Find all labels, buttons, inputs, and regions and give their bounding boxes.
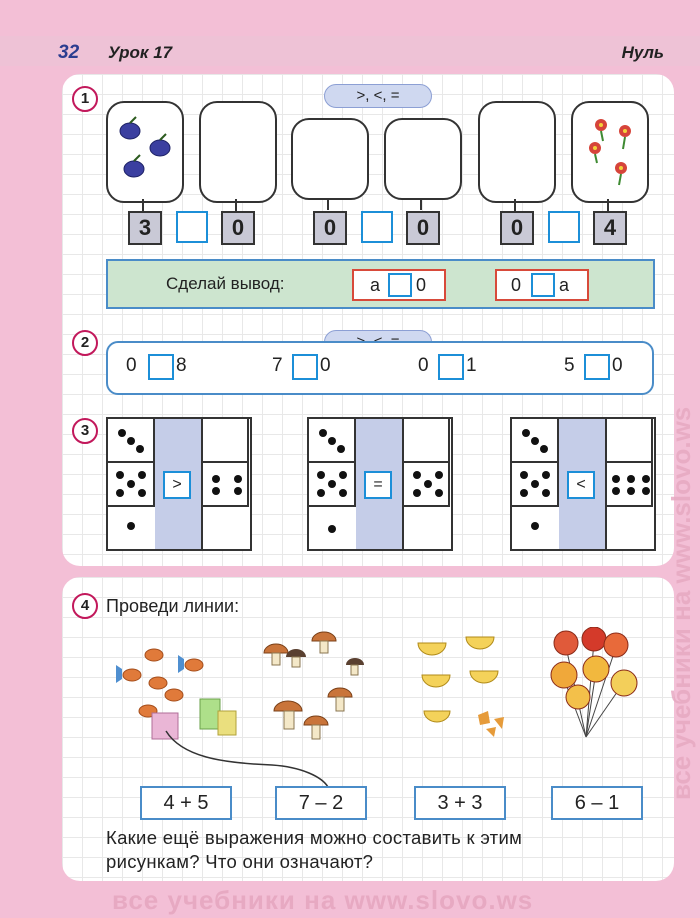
stem [420, 198, 422, 210]
compare-box[interactable] [438, 354, 464, 380]
count-digit: 0 [313, 211, 347, 245]
card-empty-1 [199, 101, 277, 203]
domino-pip [317, 471, 325, 479]
compare-box[interactable] [584, 354, 610, 380]
domino-pip [540, 445, 548, 453]
drawn-connecting-line [162, 727, 332, 789]
domino-cell [202, 463, 249, 507]
pair-left: 5 [564, 355, 575, 376]
domino-pip [118, 429, 126, 437]
domino-pip [339, 489, 347, 497]
domino-pip [317, 489, 325, 497]
domino-pip [531, 437, 539, 445]
domino-pip [612, 475, 620, 483]
exercise-2-box [106, 341, 654, 395]
pair-left: 0 [126, 355, 137, 376]
domino-pip [234, 475, 242, 483]
domino-pip [520, 489, 528, 497]
exercise-2-badge: 2 [72, 330, 98, 356]
card-empty-4 [478, 101, 556, 203]
stem [327, 198, 329, 210]
exercise-4-title: Проведи линии: [106, 596, 240, 616]
domino-pip [413, 489, 421, 497]
domino-pip [138, 471, 146, 479]
card-flowers [571, 101, 649, 203]
lesson-title: Урок 17 [108, 43, 173, 62]
compare-sign[interactable]: < [567, 471, 595, 499]
domino-pip [435, 471, 443, 479]
stem [514, 199, 516, 211]
pair-right: 1 [466, 355, 477, 376]
expression-box[interactable]: 4 + 5 [140, 786, 232, 820]
balloons-icon [546, 627, 646, 753]
zero: 0 [511, 275, 522, 295]
domino-cell [202, 419, 249, 463]
count-digit: 0 [500, 211, 534, 245]
domino-pip [612, 487, 620, 495]
domino-cell [403, 419, 450, 463]
question-line-2: рисункам? Что они означают? [106, 851, 374, 872]
domino-pip [531, 480, 539, 488]
pair-right: 0 [320, 355, 331, 376]
compare-box[interactable] [361, 211, 393, 243]
domino-pip [531, 522, 539, 530]
watermark-side: все учебники на www.slovo.ws [666, 406, 696, 800]
stem [142, 199, 144, 211]
domino-pip [127, 480, 135, 488]
compare-sign[interactable]: = [364, 471, 392, 499]
compare-box[interactable] [388, 273, 412, 297]
domino-pip [212, 475, 220, 483]
domino-pip [413, 471, 421, 479]
domino-cell [606, 463, 653, 507]
exercise-4-panel [62, 577, 674, 881]
domino-pip [520, 471, 528, 479]
domino-pip [328, 437, 336, 445]
domino-pip [116, 471, 124, 479]
domino-pip [627, 475, 635, 483]
domino-set-2 [307, 417, 453, 551]
domino-pip [542, 471, 550, 479]
domino-pip [435, 489, 443, 497]
pair-left: 7 [272, 355, 283, 376]
card-plums [106, 101, 184, 203]
compare-box[interactable] [176, 211, 208, 243]
var-a: a [559, 275, 570, 295]
count-digit: 0 [406, 211, 440, 245]
domino-pip [642, 475, 650, 483]
domino-pip [319, 429, 327, 437]
domino-set-3 [510, 417, 656, 551]
expression-box[interactable]: 7 – 2 [275, 786, 367, 820]
domino-pip [136, 445, 144, 453]
page-number: 32 [58, 42, 80, 63]
zero: 0 [416, 275, 427, 295]
topic-title: Нуль [621, 43, 664, 62]
plums-icon [108, 103, 182, 201]
domino-pip [642, 487, 650, 495]
expression-box[interactable]: 6 – 1 [551, 786, 643, 820]
domino-pip [234, 487, 242, 495]
domino-set-1 [106, 417, 252, 551]
exercise-4-badge: 4 [72, 593, 98, 619]
domino-pip [212, 487, 220, 495]
domino-pip [522, 429, 530, 437]
pair-right: 0 [612, 355, 623, 376]
question-line-1: Какие ещё выражения можно составить к этим [106, 827, 523, 848]
stem [235, 199, 237, 211]
domino-pip [542, 489, 550, 497]
domino-pip [127, 522, 135, 530]
compare-box[interactable] [292, 354, 318, 380]
domino-pip [627, 487, 635, 495]
pair-right: 8 [176, 355, 187, 376]
count-digit: 4 [593, 211, 627, 245]
domino-pip [138, 489, 146, 497]
domino-cell [606, 419, 653, 463]
exercise-1-signs-hint: >, <, = [324, 84, 432, 108]
domino-pip [424, 480, 432, 488]
exercise-3-badge: 3 [72, 418, 98, 444]
inequality-zero-a [495, 269, 589, 301]
domino-pip [337, 445, 345, 453]
compare-sign[interactable]: > [163, 471, 191, 499]
domino-pip [339, 471, 347, 479]
domino-pip [116, 489, 124, 497]
conclusion-bar [106, 259, 655, 309]
flowers-icon [573, 103, 647, 201]
cups-icon [412, 631, 522, 747]
count-digit: 3 [128, 211, 162, 245]
card-empty-2 [291, 118, 369, 200]
page-header [0, 36, 700, 66]
domino-pip [328, 525, 336, 533]
inequality-a-zero [352, 269, 446, 301]
var-a: a [370, 275, 381, 295]
domino-pip [328, 480, 336, 488]
domino-pip [127, 437, 135, 445]
card-empty-3 [384, 118, 462, 200]
pair-left: 0 [418, 355, 429, 376]
exercise-4-question [106, 826, 646, 874]
compare-box[interactable] [148, 354, 174, 380]
conclusion-label: Сделай вывод: [166, 274, 285, 293]
expression-box[interactable]: 3 + 3 [414, 786, 506, 820]
stem [607, 199, 609, 211]
compare-box[interactable] [548, 211, 580, 243]
count-digit: 0 [221, 211, 255, 245]
watermark-bottom: все учебники на www.slovo.ws [112, 885, 534, 915]
exercise-1-badge: 1 [72, 86, 98, 112]
compare-box[interactable] [531, 273, 555, 297]
